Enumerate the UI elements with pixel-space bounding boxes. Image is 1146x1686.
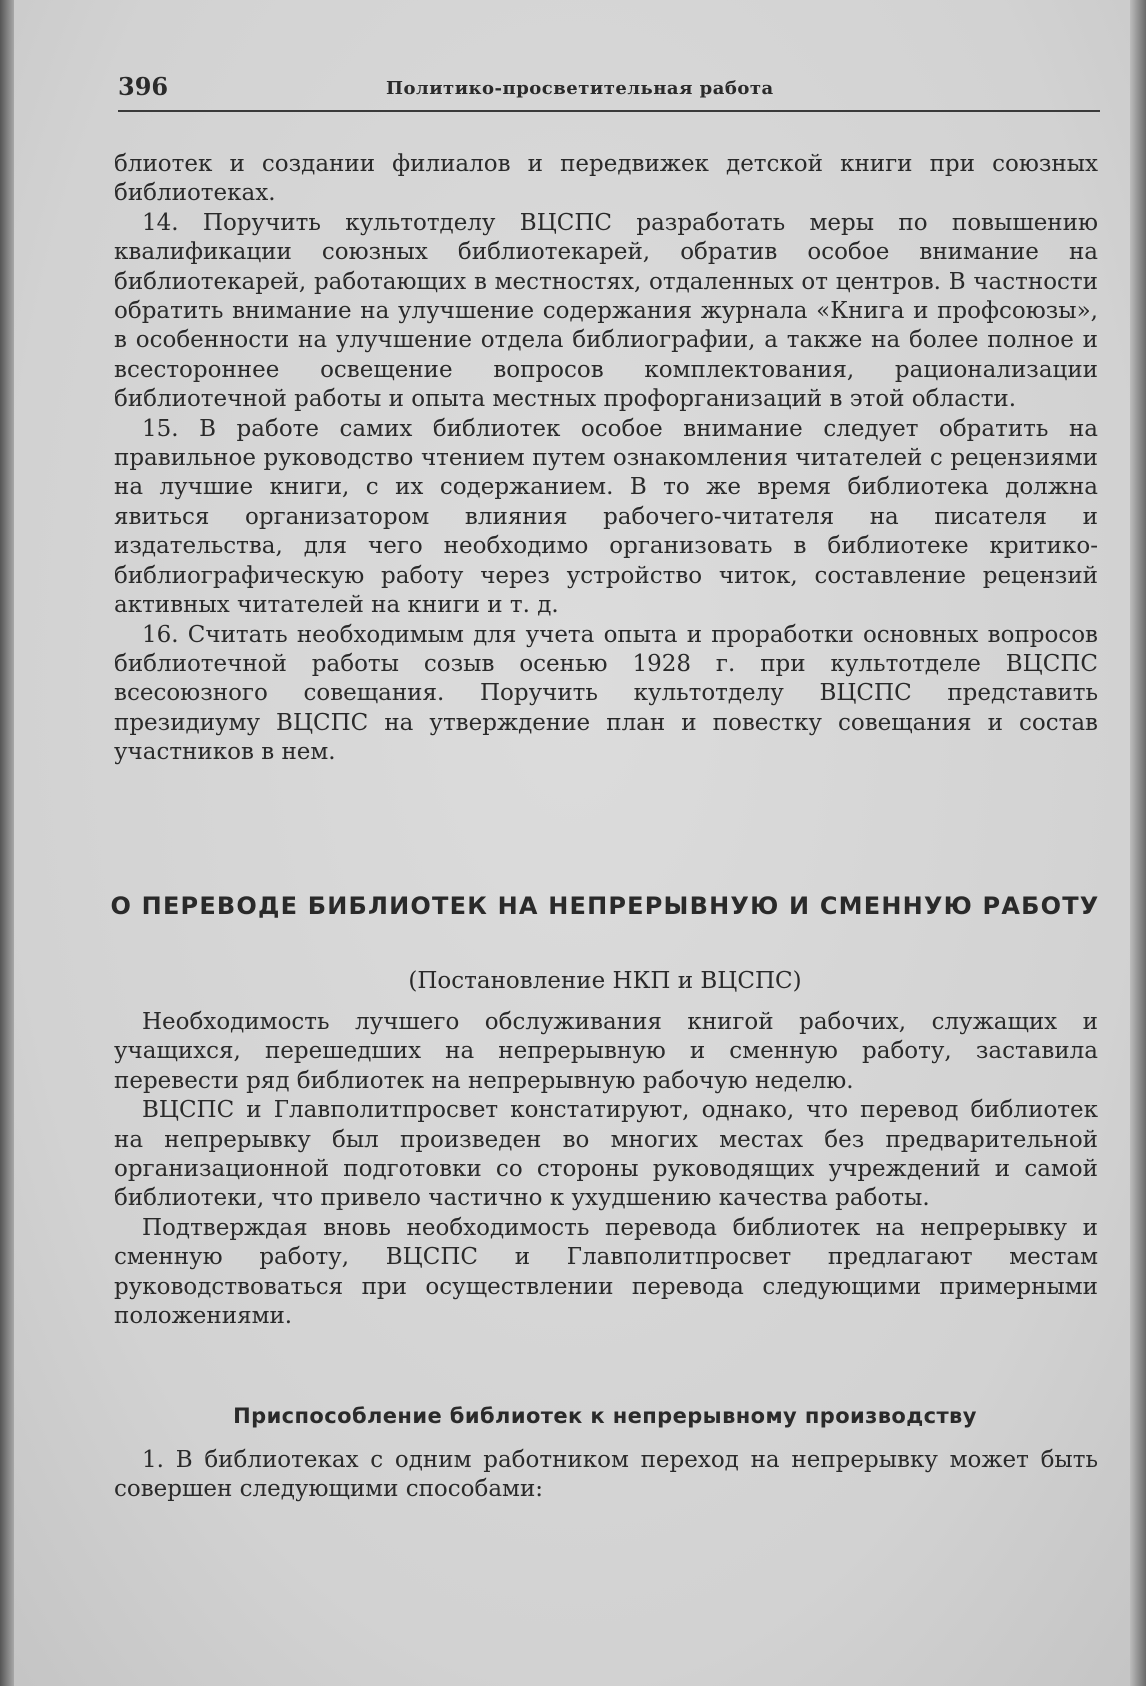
- subsection-heading: Приспособление библиотек к непрерывному производству: [233, 1404, 977, 1428]
- paragraph-item-15: 15. В работе самих библиотек особое внимание следует обратить на правильное руководство чтением путем ознакомления читателей с рецензиями на лучшие книги, с их содержанием. В то же время библиотека должна явиться организатором влияния рабочего-читателя на писателя и издательства, для чего необходимо организовать в библиотеке критико-библиографическую работу через устройство читок, составление рецензий активных читателей на книги и т. д.: [114, 415, 1098, 619]
- paragraph-item-16: 16. Считать необходимым для учета опыта и проработки основных вопросов библиотечной работы созыв осенью 1928 г. при культотделе ВЦСПС всесоюзного совещания. Поручить культотделу ВЦСПС представить президиуму ВЦСПС на утверждение план и повестку совещания и состав участников в нем.: [114, 621, 1098, 766]
- paragraph-statement: ВЦСПС и Главполитпросвет констатируют, однако, что перевод библиотек на непрерывку был произведен во многих местах без предварительной организационной подготовки со стороны руководящих учреждений и самой библиотеки, что привело частично к ухудшению качества работы.: [114, 1097, 1098, 1212]
- section-subtitle: (Постановление НКП и ВЦСПС): [408, 968, 802, 994]
- section-heading: О ПЕРЕВОДЕ БИБЛИОТЕК НА НЕПРЕРЫВНУЮ И СМЕННУЮ РАБОТУ: [110, 892, 1100, 920]
- paragraph-proposal: Подтверждая вновь необходимость перевода библиотек на непрерывку и сменную работу, ВЦСПС и Главполитпросвет предлагают местам руководствоваться при осуществлении перевода следующими примерными положениями.: [114, 1214, 1098, 1330]
- page-number: 396: [118, 72, 169, 101]
- paragraph-continuation: блиотек и создании филиалов и передвижек детской книги при союзных библиотеках.: [114, 151, 1098, 207]
- page-edge-shadow-right: [1130, 0, 1146, 1686]
- page-edge-shadow-left: [0, 0, 14, 1686]
- paragraph-necessity: Необходимость лучшего обслуживания книгой рабочих, служащих и учащихся, перешедших на непрерывную и сменную работу, заставила перевести ряд библиотек на непрерывную рабочую неделю.: [114, 1009, 1098, 1094]
- body-text-section: [114, 1008, 1098, 1331]
- running-title: Политико-просветительная работа: [386, 78, 774, 99]
- body-text-subsection: [114, 1446, 1098, 1505]
- running-head: [118, 70, 1100, 112]
- body-text-top: [114, 150, 1098, 768]
- paragraph-item-14: 14. Поручить культотделу ВЦСПС разработать меры по повышению квалификации союзных библиотекарей, обратив особое внимание на библиотекарей, работающих в местностях, отдаленных от центров. В частности обратить внимание на улучшение содержания журнала «Книга и профсоюзы», в особенности на улучшение отдела библиографии, а также на более полное и всестороннее освещение вопросов комплектования, рационализации библиотечной работы и опыта местных профорганизаций в этой области.: [114, 209, 1098, 413]
- paragraph-item-1: 1. В библиотеках с одним работником переход на непрерывку может быть совершен следующими способами:: [114, 1447, 1098, 1503]
